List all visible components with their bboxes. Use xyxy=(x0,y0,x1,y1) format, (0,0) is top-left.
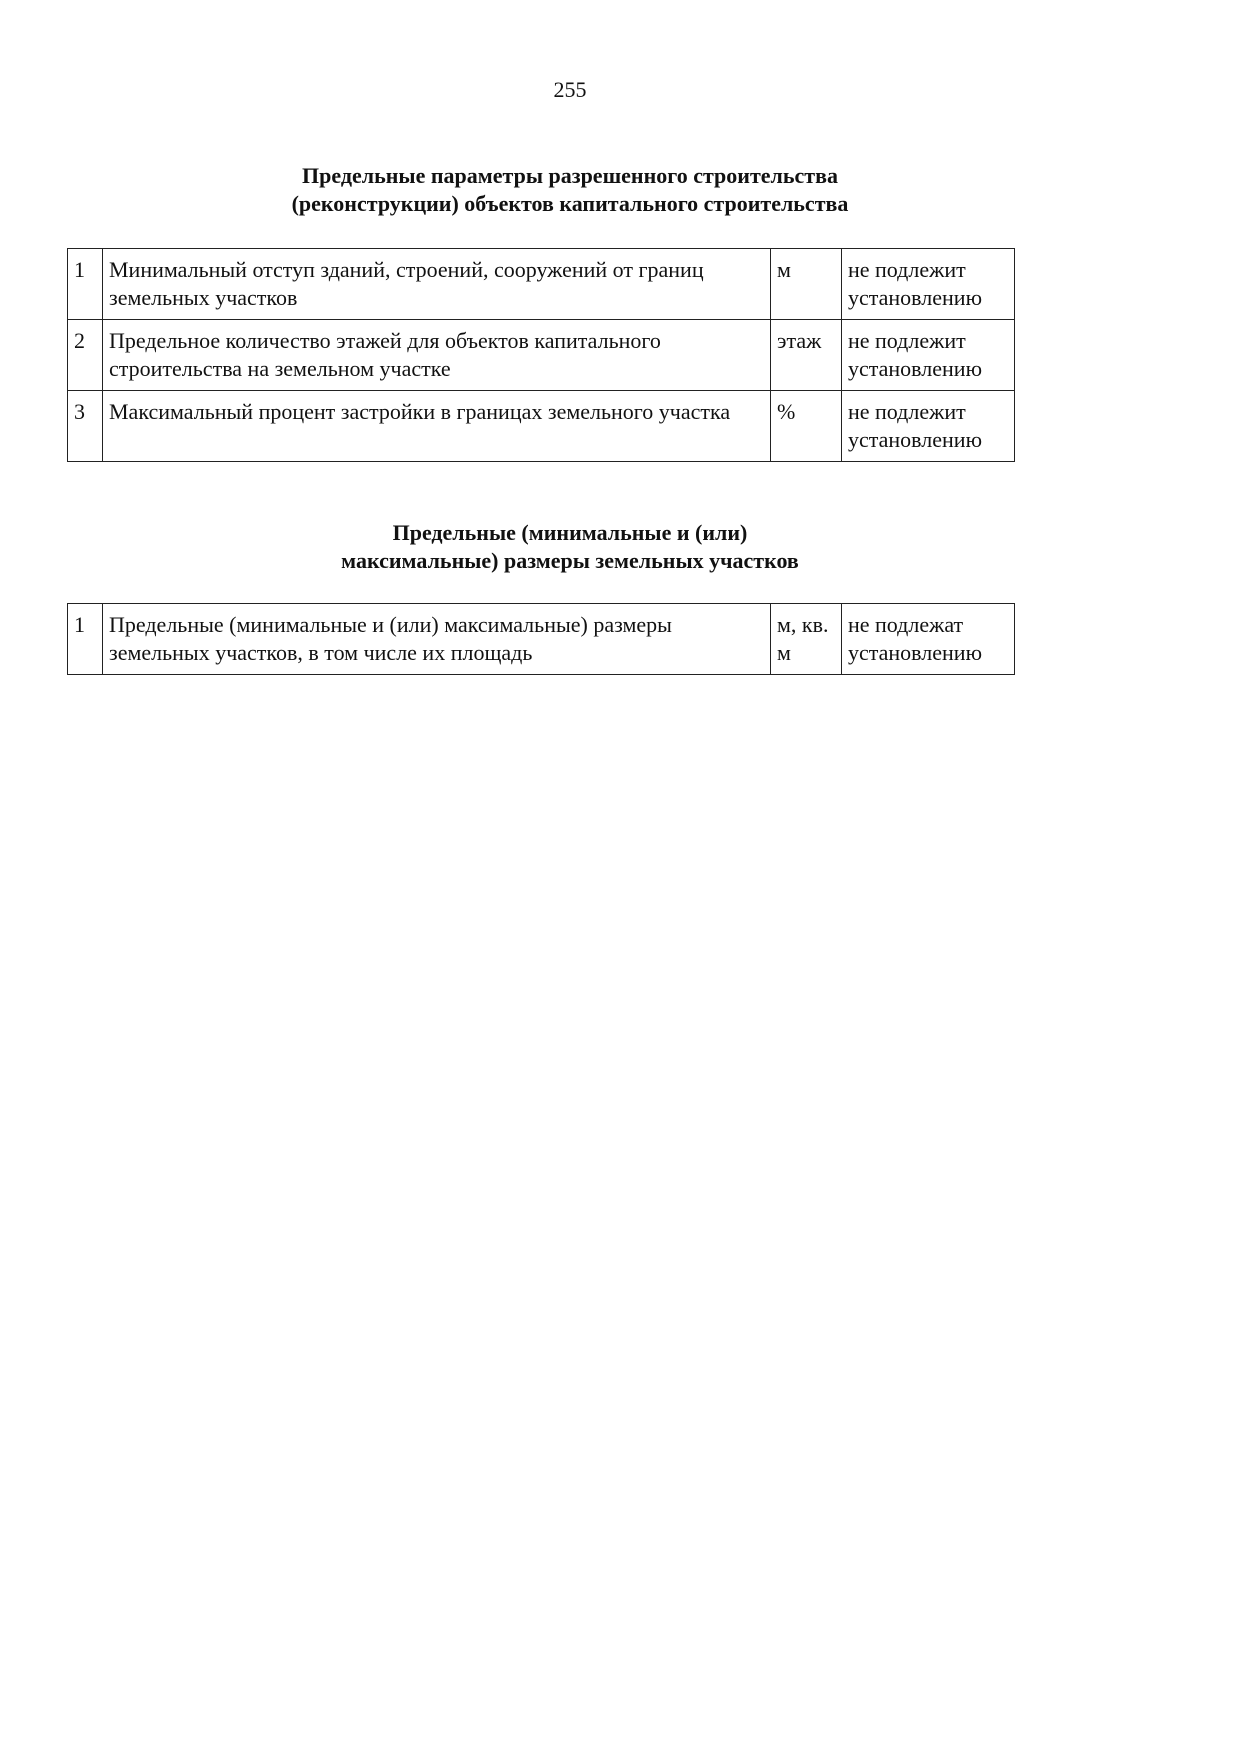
row-value: не подлежит установлению xyxy=(842,391,1015,462)
table-row xyxy=(68,249,1015,320)
row-description: Минимальный отступ зданий, строений, сооружений от границ земельных участков xyxy=(103,249,771,320)
table-row xyxy=(68,391,1015,462)
row-value: не подлежит установлению xyxy=(842,320,1015,391)
row-description: Предельные (минимальные и (или) максимальные) размеры земельных участков, в том числе их площадь xyxy=(103,604,771,675)
section-title-line: (реконструкции) объектов капитального строительства xyxy=(291,191,849,216)
section-title-line: Предельные параметры разрешенного строительства xyxy=(302,163,838,188)
row-description: Предельное количество этажей для объектов капитального строительства на земельном участке xyxy=(103,320,771,391)
row-description: Максимальный процент застройки в границах земельного участка xyxy=(103,391,771,462)
row-unit: этаж xyxy=(771,320,842,391)
row-value: не подлежат установлению xyxy=(842,604,1015,675)
row-number: 2 xyxy=(68,320,103,391)
row-number: 1 xyxy=(68,249,103,320)
row-unit: м xyxy=(771,249,842,320)
section-title-line: максимальные) размеры земельных участков xyxy=(341,548,799,573)
row-unit: % xyxy=(771,391,842,462)
row-number: 1 xyxy=(68,604,103,675)
row-number: 3 xyxy=(68,391,103,462)
table-row xyxy=(68,604,1015,675)
page-number: 255 xyxy=(553,77,587,102)
land-plot-sizes-table xyxy=(67,603,1015,675)
section-title-building-parameters xyxy=(0,162,1140,218)
section-title-line: Предельные (минимальные и (или) xyxy=(392,520,748,545)
table-row xyxy=(68,320,1015,391)
row-value: не подлежит установлению xyxy=(842,249,1015,320)
row-unit: м, кв. м xyxy=(771,604,842,675)
building-parameters-table xyxy=(67,248,1015,462)
section-title-land-plot-sizes xyxy=(0,519,1140,575)
